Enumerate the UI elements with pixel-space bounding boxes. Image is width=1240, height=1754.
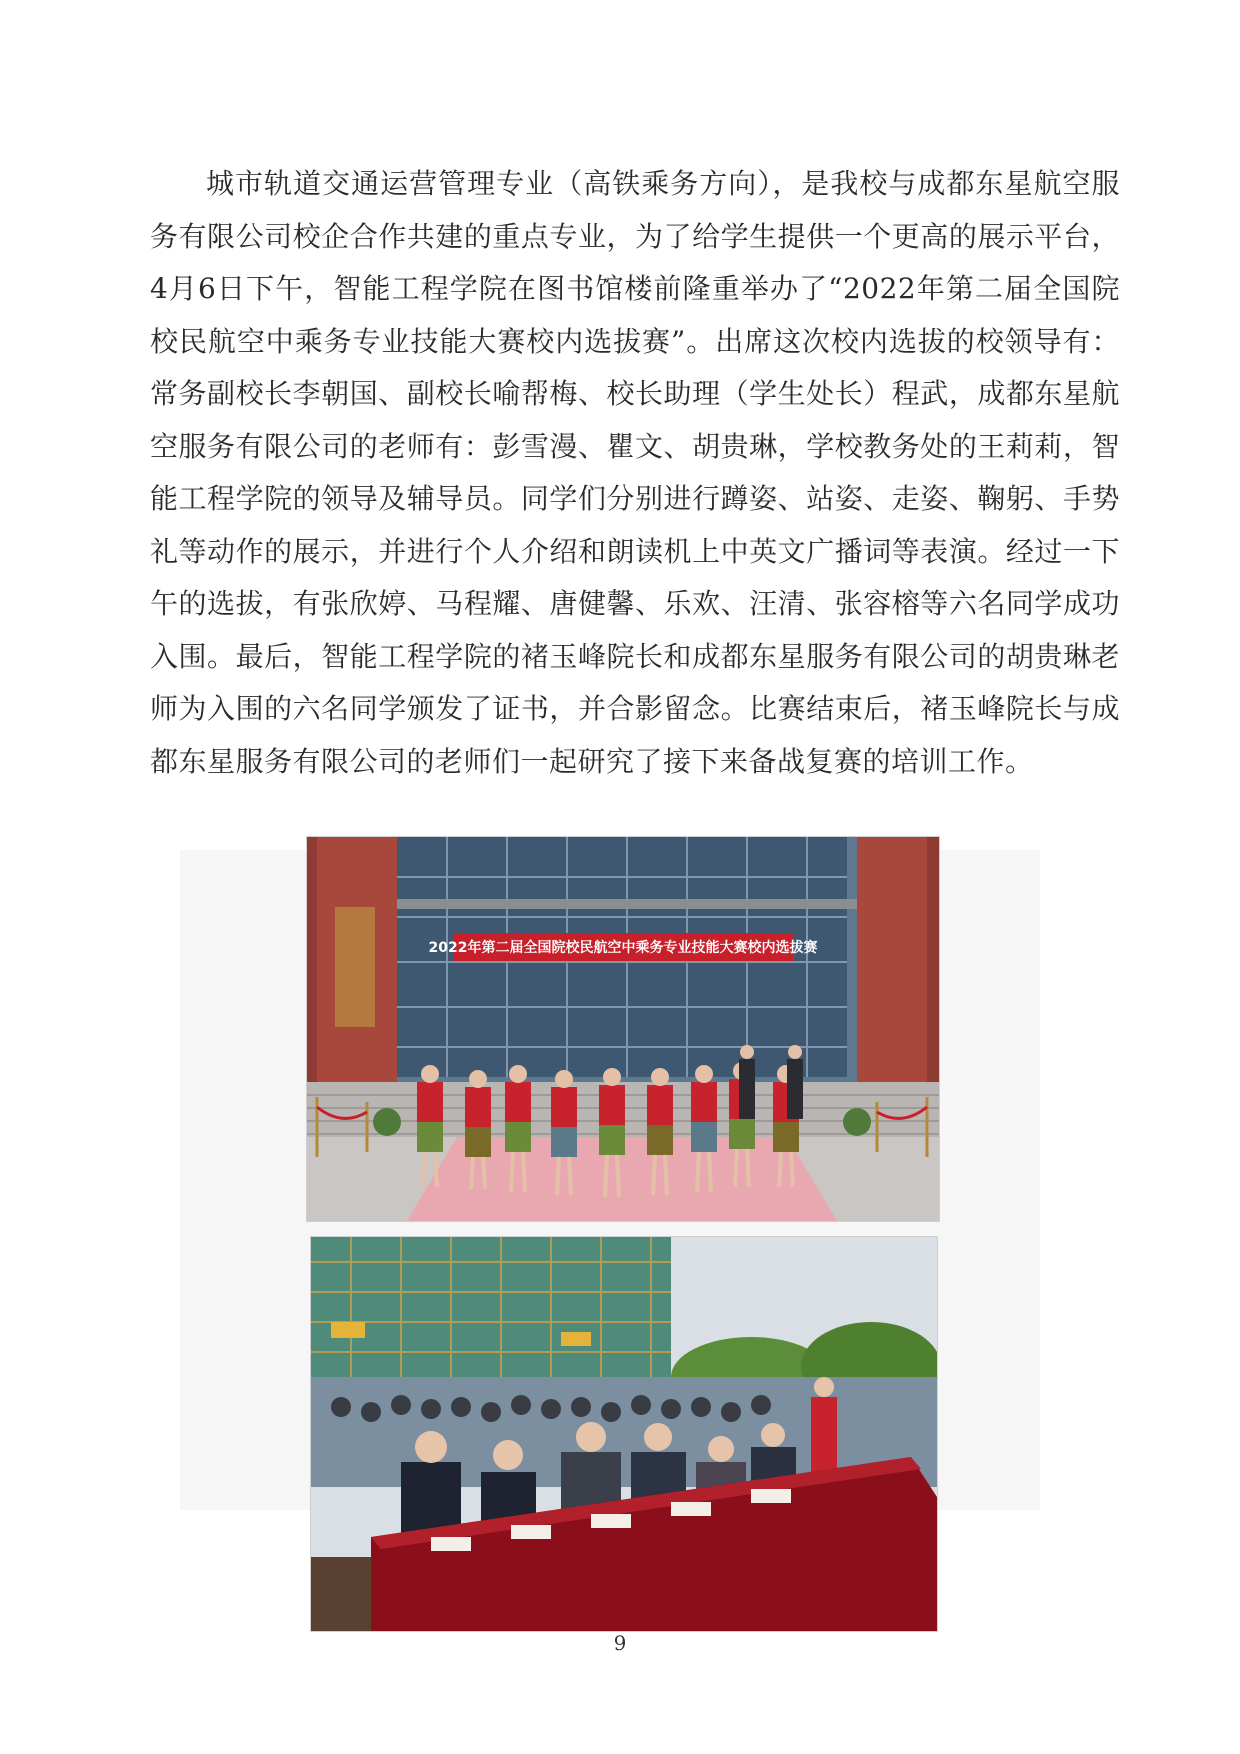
photo-judges-table <box>310 1236 938 1632</box>
event-banner-text: 2022年第二届全国院校民航空中乘务专业技能大赛校内选拔赛 <box>428 940 818 956</box>
judges-illustration <box>311 1237 937 1631</box>
stage-illustration <box>307 837 939 1221</box>
page-number: 9 <box>613 1631 627 1655</box>
photo-competition-stage <box>306 836 940 1222</box>
brick-pillar-right <box>857 837 927 1087</box>
scaffold-building <box>311 1237 671 1387</box>
body-paragraph: 城市轨道交通运营管理专业（高铁乘务方向），是我校与成都东星航空服务有限公司校企合作共建的重点专业，为了给学生提供一个更高的展示平台，4月6日下午，智能工程学院在图书馆楼前隆重举办了“2022年第二届全国院校民航空中乘务专业技能大赛校内选拔赛”。出席这次校内选拔的校领导有：常务副校长李朝国、副校长喻帮梅、校长助理（学生处长）程武，成都东星航空服务有限公司的老师有：彭雪漫、瞿文、胡贵琳，学校教务处的王莉莉，智能工程学院的领导及辅导员。同学们分别进行蹲姿、站姿、走姿、鞠躬、手势礼等动作的展示，并进行个人介绍和朗读机上中英文广播词等表演。经过一下午的选拔，有张欣婷、马程耀、唐健馨、乐欢、汪清、张容榕等六名同学成功入围。最后，智能工程学院的褚玉峰院长和成都东星服务有限公司的胡贵琳老师为入围的六名同学颁发了证书，并合影留念。比赛结束后，褚玉峰院长与成都东星服务有限公司的老师们一起研究了接下来备战复赛的培训工作。 <box>150 167 1120 778</box>
